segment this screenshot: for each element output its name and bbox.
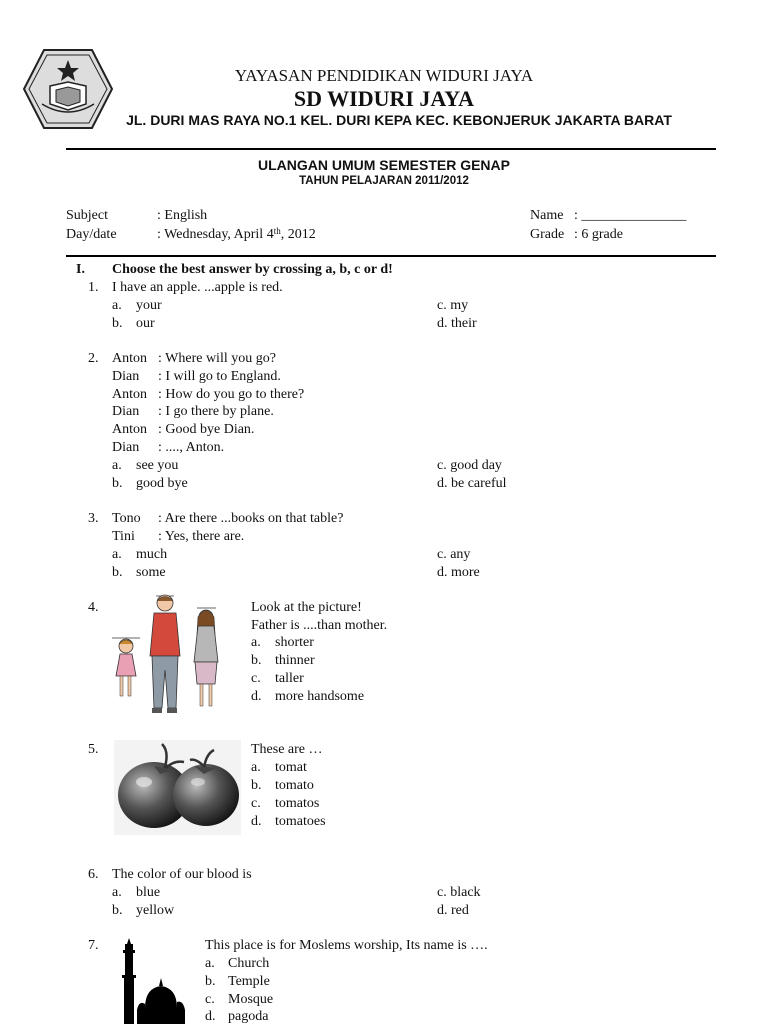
dialog-speaker: Anton — [112, 387, 147, 402]
dialog-line: : Where will you go? — [158, 351, 276, 366]
q7-option-a[interactable]: Church — [228, 956, 270, 971]
q3-option-d[interactable]: d. more — [437, 565, 480, 580]
q5-option-d-letter: d. — [251, 814, 262, 829]
q4-text-line2: Father is ....than mother. — [251, 618, 388, 633]
q2-option-a[interactable]: see you — [136, 458, 179, 473]
dialog-line: : I go there by plane. — [158, 404, 274, 419]
q7-option-c-letter: c. — [205, 992, 215, 1007]
dialog-line: : I will go to England. — [158, 369, 281, 384]
q5-option-c[interactable]: tomatos — [275, 796, 320, 811]
grade-label: Grade — [530, 227, 565, 242]
q6-option-b-letter: b. — [112, 903, 123, 918]
q6-option-c[interactable]: c. black — [437, 885, 481, 900]
q6-option-b[interactable]: yellow — [136, 903, 175, 918]
foundation-name: YAYASAN PENDIDIKAN WIDURI JAYA — [234, 66, 534, 85]
q1-option-b-letter: b. — [112, 316, 123, 331]
q3-option-b[interactable]: some — [136, 565, 166, 580]
q2-option-b[interactable]: good bye — [136, 476, 188, 491]
q1-text: I have an apple. ...apple is red. — [112, 280, 283, 295]
q4-number: 4. — [88, 600, 99, 615]
grade-value: : 6 grade — [574, 227, 623, 242]
q7-option-d-letter: d. — [205, 1009, 216, 1024]
q4-option-c-letter: c. — [251, 671, 261, 686]
q5-option-c-letter: c. — [251, 796, 261, 811]
q2-number: 2. — [88, 351, 99, 366]
dialog-speaker: Anton — [112, 422, 147, 437]
q7-option-b[interactable]: Temple — [228, 974, 270, 989]
exam-year: TAHUN PELAJARAN 2011/2012 — [299, 175, 469, 187]
q5-text: These are … — [251, 742, 323, 757]
q4-option-d[interactable]: more handsome — [275, 689, 365, 704]
q3-option-a-letter: a. — [112, 547, 122, 562]
q5-option-b[interactable]: tomato — [275, 778, 314, 793]
q6-option-a[interactable]: blue — [136, 885, 161, 900]
q2-option-d[interactable]: d. be careful — [437, 476, 507, 491]
q6-option-d[interactable]: d. red — [437, 903, 469, 918]
q2-option-c[interactable]: c. good day — [437, 458, 502, 473]
q1-option-b[interactable]: our — [136, 316, 155, 331]
dialog-speaker: Dian — [112, 369, 140, 384]
q5-option-a-letter: a. — [251, 760, 261, 775]
header-divider — [66, 148, 716, 150]
mosque-silhouette — [119, 938, 189, 1024]
section-instruction: Choose the best answer by crossing a, b, c or d! — [112, 262, 393, 277]
info-divider — [66, 255, 716, 257]
dialog-line: : How do you go to there? — [158, 387, 305, 402]
dialog-speaker: Tono — [112, 511, 141, 526]
q1-option-c[interactable]: c. my — [437, 298, 469, 313]
subject-label: Subject — [66, 208, 108, 223]
q1-option-d[interactable]: d. their — [437, 316, 477, 331]
exam-title: ULANGAN UMUM SEMESTER GENAP — [257, 157, 510, 173]
q3-number: 3. — [88, 511, 99, 526]
q7-option-c[interactable]: Mosque — [228, 992, 274, 1007]
section-number: I. — [76, 262, 85, 277]
dialog-line: : Are there ...books on that table? — [158, 511, 344, 526]
q4-text-line1: Look at the picture! — [251, 600, 362, 615]
q4-option-b-letter: b. — [251, 653, 262, 668]
q4-option-b[interactable]: thinner — [275, 653, 315, 668]
q1-number: 1. — [88, 280, 99, 295]
name-label: Name — [530, 208, 564, 223]
q5-option-a[interactable]: tomat — [275, 760, 307, 775]
q7-option-b-letter: b. — [205, 974, 216, 989]
q6-option-a-letter: a. — [112, 885, 122, 900]
dialog-speaker: Tini — [112, 529, 135, 544]
q3-option-b-letter: b. — [112, 565, 123, 580]
school-address: JL. DURI MAS RAYA NO.1 KEL. DURI KEPA KEC. KEBONJERUK JAKARTA BARAT — [126, 112, 672, 128]
q7-option-a-letter: a. — [205, 956, 215, 971]
q3-option-c[interactable]: c. any — [437, 547, 471, 562]
q5-option-b-letter: b. — [251, 778, 262, 793]
q2-option-a-letter: a. — [112, 458, 122, 473]
q1-option-a-letter: a. — [112, 298, 122, 313]
dialog-speaker: Dian — [112, 440, 140, 455]
q6-text: The color of our blood is — [112, 867, 252, 882]
dialog-line: : Good bye Dian. — [158, 422, 255, 437]
tomatoes-picture — [114, 740, 241, 835]
q3-option-a[interactable]: much — [136, 547, 168, 562]
date-label: Day/date — [66, 227, 117, 242]
q1-option-a[interactable]: your — [136, 298, 162, 313]
dialog-speaker: Anton — [112, 351, 147, 366]
dialog-line: : Yes, there are. — [158, 529, 245, 544]
q7-text: This place is for Moslems worship, Its name is …. — [205, 938, 488, 953]
school-name: SD WIDURI JAYA — [293, 86, 475, 111]
q5-option-d[interactable]: tomatoes — [275, 814, 326, 829]
q4-option-d-letter: d. — [251, 689, 262, 704]
q7-option-d[interactable]: pagoda — [228, 1009, 269, 1024]
q4-option-a[interactable]: shorter — [275, 635, 314, 650]
family-height-picture — [112, 590, 237, 718]
dialog-line: : ...., Anton. — [158, 440, 225, 455]
q4-option-c[interactable]: taller — [275, 671, 304, 686]
date-value: : Wednesday, April 4th, 2012 — [157, 226, 316, 242]
q7-number: 7. — [88, 938, 99, 953]
name-field[interactable]: : _______________ — [574, 208, 687, 223]
q6-number: 6. — [88, 867, 99, 882]
dialog-speaker: Dian — [112, 404, 140, 419]
q5-number: 5. — [88, 742, 99, 757]
q2-option-b-letter: b. — [112, 476, 123, 491]
q4-option-a-letter: a. — [251, 635, 261, 650]
subject-value: : English — [157, 208, 208, 223]
